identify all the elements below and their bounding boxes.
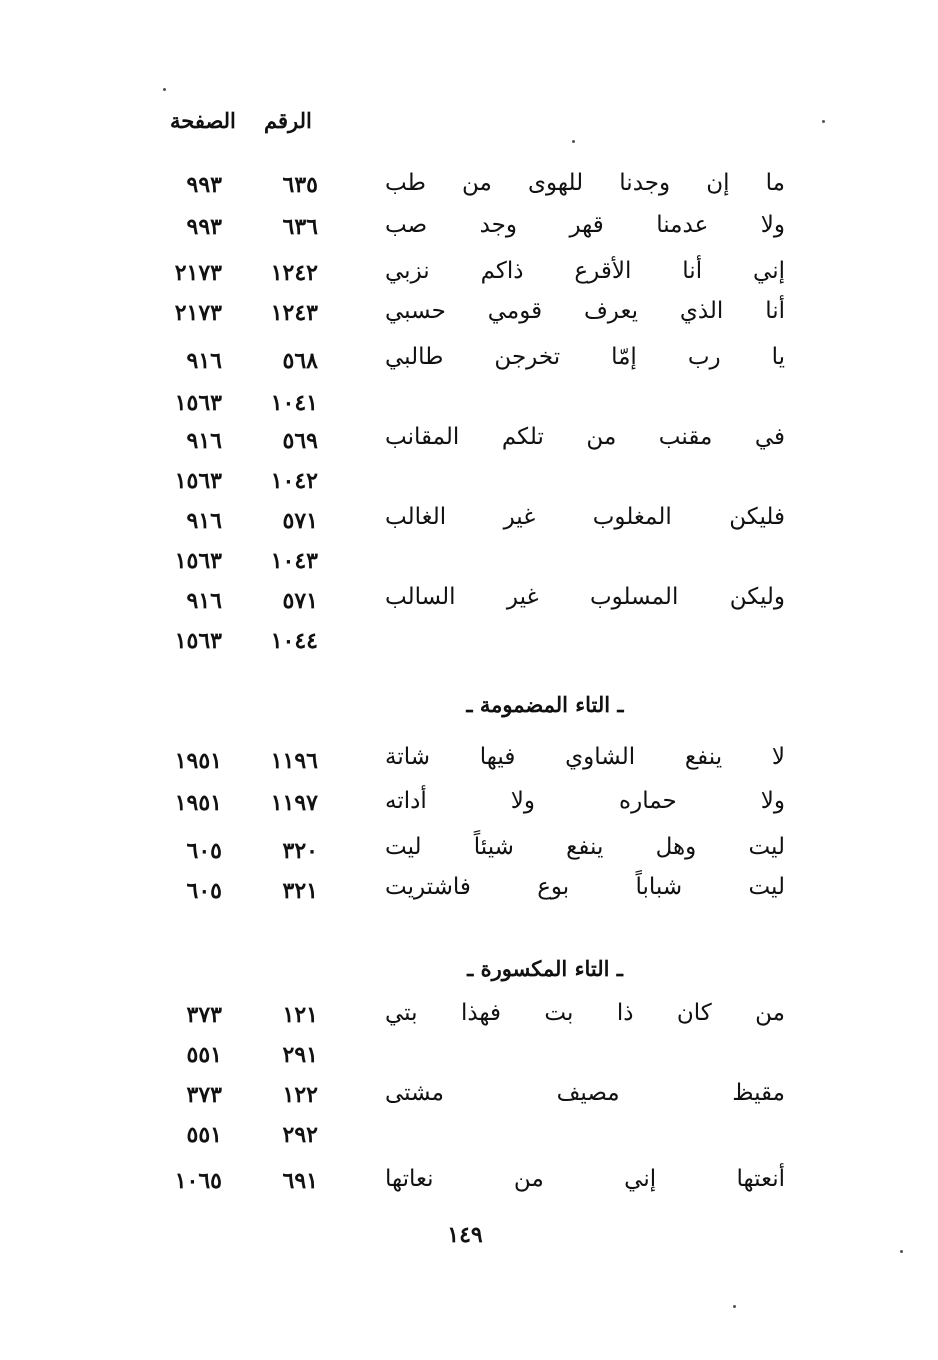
page-reference: ٩١٦ bbox=[186, 508, 222, 534]
page-reference: ١٩٥١ bbox=[174, 790, 222, 816]
verse-text: مقيظ مصيف مشتى bbox=[385, 1080, 785, 1106]
verse-text: من كان ذا بت فهذا بتي bbox=[385, 1000, 785, 1026]
verse-number: ٥٦٩ bbox=[282, 428, 318, 454]
verse-text: ليت شباباً بوع فاشتريت bbox=[385, 874, 785, 900]
verse-text: ولا عدمنا قهر وجد صب bbox=[385, 212, 785, 238]
page-reference: ٩١٦ bbox=[186, 428, 222, 454]
verse-text: ما إن وجدنا للهوى من طب bbox=[385, 170, 785, 196]
page-reference: ٣٧٣ bbox=[186, 1082, 222, 1108]
page-column-header: الصفحة bbox=[170, 108, 236, 133]
verse-number: ٦٩١ bbox=[282, 1168, 318, 1194]
verse-number: ١٠٤٢ bbox=[270, 468, 318, 494]
page-reference: ٦٠٥ bbox=[186, 838, 222, 864]
scan-speck bbox=[572, 140, 575, 143]
verse-number: ١٠٤٣ bbox=[270, 548, 318, 574]
page-number: ١٤٩ bbox=[447, 1222, 483, 1248]
verse-number: ١٢٤٣ bbox=[270, 300, 318, 326]
section-heading: ـ التاء المكسورة ـ bbox=[467, 956, 623, 981]
verse-number: ٣٢٠ bbox=[282, 838, 318, 864]
verse-text: يا رب إمّا تخرجن طالبي bbox=[385, 344, 785, 370]
verse-number: ٥٧١ bbox=[282, 508, 318, 534]
verse-text: ولا حماره ولا أداته bbox=[385, 788, 785, 814]
page-reference: ٢١٧٣ bbox=[174, 260, 222, 286]
verse-number: ١٢٢ bbox=[282, 1082, 318, 1108]
verse-text: ليت وهل ينفع شيئاً ليت bbox=[385, 834, 785, 860]
page-reference: ١٩٥١ bbox=[174, 748, 222, 774]
page-reference: ١٥٦٣ bbox=[174, 468, 222, 494]
verse-number: ١٢١ bbox=[282, 1002, 318, 1028]
verse-text: إني أنا الأقرع ذاكم نزبي bbox=[385, 258, 785, 284]
verse-text: أنا الذي يعرف قومي حسبي bbox=[385, 298, 785, 324]
verse-text: فليكن المغلوب غير الغالب bbox=[385, 504, 785, 530]
verse-number: ٦٣٥ bbox=[282, 172, 318, 198]
scan-speck bbox=[822, 120, 825, 123]
page-reference: ٩١٦ bbox=[186, 348, 222, 374]
verse-text: وليكن المسلوب غير السالب bbox=[385, 584, 785, 610]
page-reference: ٣٧٣ bbox=[186, 1002, 222, 1028]
page-reference: ١٥٦٣ bbox=[174, 548, 222, 574]
verse-number: ١٢٤٢ bbox=[270, 260, 318, 286]
verse-text: في مقنب من تلكم المقانب bbox=[385, 424, 785, 450]
verse-number: ٣٢١ bbox=[282, 878, 318, 904]
verse-number: ١٠٤٤ bbox=[270, 628, 318, 654]
page-reference: ٥٥١ bbox=[186, 1122, 222, 1148]
page-reference: ٥٥١ bbox=[186, 1042, 222, 1068]
page-reference: ٢١٧٣ bbox=[174, 300, 222, 326]
verse-text: لا ينفع الشاوي فيها شاتة bbox=[385, 744, 785, 770]
scan-speck bbox=[733, 1305, 736, 1308]
scan-speck bbox=[900, 1250, 903, 1253]
verse-number: ١١٩٧ bbox=[270, 790, 318, 816]
page-reference: ٦٠٥ bbox=[186, 878, 222, 904]
verse-number: ٢٩١ bbox=[282, 1042, 318, 1068]
verse-number: ٥٧١ bbox=[282, 588, 318, 614]
page-reference: ٩٩٣ bbox=[186, 214, 222, 240]
verse-number: ١٠٤١ bbox=[270, 390, 318, 416]
page-reference: ٩٩٣ bbox=[186, 172, 222, 198]
page-reference: ١٥٦٣ bbox=[174, 628, 222, 654]
page-reference: ٩١٦ bbox=[186, 588, 222, 614]
section-heading: ـ التاء المضمومة ـ bbox=[466, 692, 624, 717]
verse-number: ٦٣٦ bbox=[282, 214, 318, 240]
scan-speck bbox=[163, 88, 166, 91]
page-reference: ١٥٦٣ bbox=[174, 390, 222, 416]
page-reference: ١٠٦٥ bbox=[174, 1168, 222, 1194]
number-column-header: الرقم bbox=[264, 108, 312, 133]
verse-number: ١١٩٦ bbox=[270, 748, 318, 774]
verse-number: ٥٦٨ bbox=[282, 348, 318, 374]
verse-number: ٢٩٢ bbox=[282, 1122, 318, 1148]
verse-text: أنعتها إني من نعاتها bbox=[385, 1166, 785, 1192]
